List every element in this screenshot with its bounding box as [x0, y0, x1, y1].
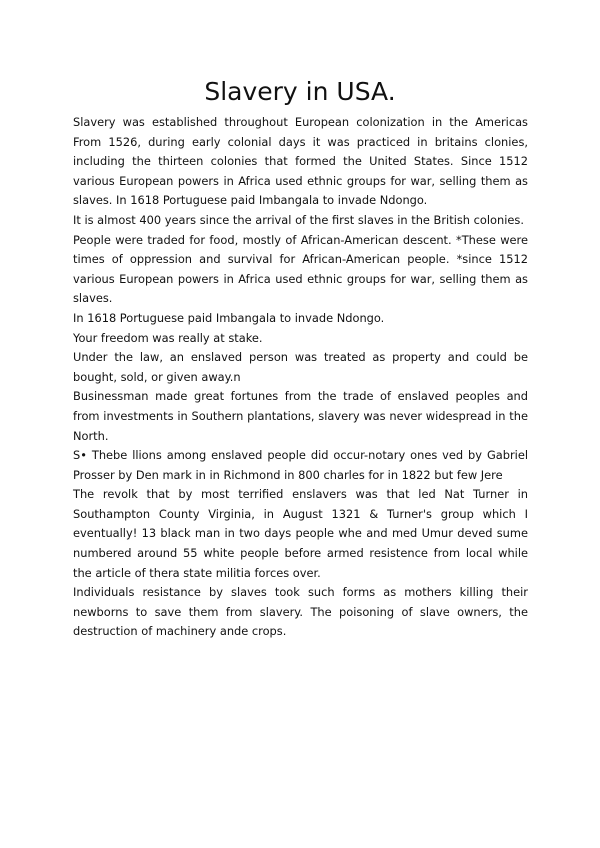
paragraph: Businessman made great fortunes from the trade of enslaved peoples and from investments in Southern plantations, slavery was never widespread in the North. [73, 389, 528, 443]
paragraph: In 1618 Portuguese paid Imbangala to invade Ndongo. [73, 310, 385, 325]
document-title: Slavery in USA. [204, 77, 396, 106]
paragraph: S• Thebe llions among enslaved people did occur-notary ones ved by Gabriel Prosser by Den mark in in Richmond in 800 charles for in 1822 but few Jere [73, 448, 528, 482]
paragraph: It is almost 400 years since the arrival of the first slaves in the British colonies. [73, 212, 524, 227]
paragraph: The revolk that by most terrified enslavers was that led Nat Turner in Southampton County Virginia, in August 1321 & Turner's group which I eventually! 13 black man in two days people whe and med Umur deved sume numbered around 55 white people before armed resistence from local while the article of thera state militia forces over. [73, 487, 528, 580]
paragraph: Individuals resistance by slaves took such forms as mothers killing their newborns to save them from slavery. The poisoning of slave owners, the destruction of machinery ande crops. [73, 585, 528, 639]
paragraph: Your freedom was really at stake. [73, 330, 263, 345]
paragraph: Under the law, an enslaved person was treated as property and could be bought, sold, or given away.n [73, 350, 528, 384]
paragraph: People were traded for food, mostly of African-American descent. *These were times of oppression and survival for African-American people. *since 1512 various European powers in Africa used ethnic groups for war, selling them as slaves. [73, 232, 528, 306]
document-body [73, 113, 528, 642]
paragraph: Slavery was established throughout European colonization in the Americas From 1526, during early colonial days it was practiced in britains clonies, including the thirteen colonies that formed the United States. Since 1512 various European powers in Africa used ethnic groups for war, selling them as slaves. In 1618 Portuguese paid Imbangala to invade Ndongo. [73, 115, 528, 208]
